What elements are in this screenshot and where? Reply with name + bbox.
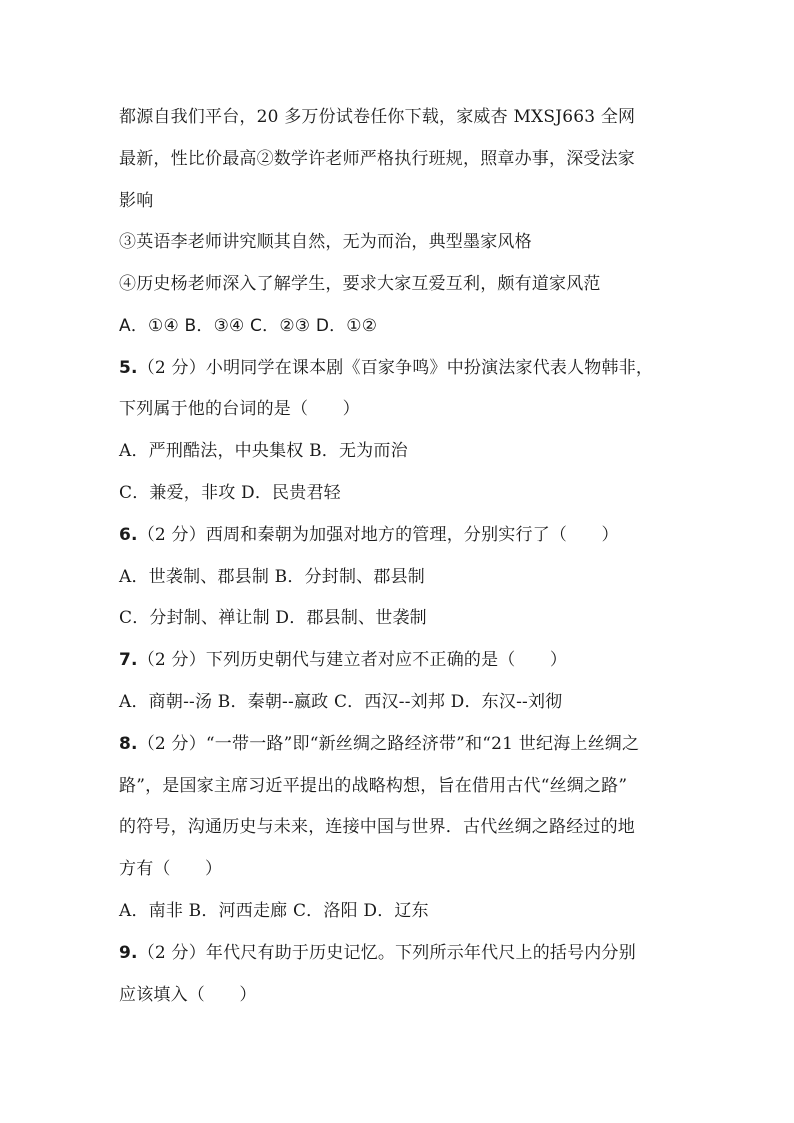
- question-text: （2 分）西周和秦朝为加强对地方的管理，分别实行了（ ）: [137, 525, 619, 545]
- question-8-line-3: 的符号，沟通历史与未来，连接中国与世界．古代丝绸之路经过的地: [119, 817, 635, 837]
- question-9-line-1: [119, 942, 636, 964]
- question-text: （2 分）“一带一路”即“新丝绸之路经济带”和“21 世纪海上丝绸之: [137, 734, 640, 754]
- question-5-option-c-d: C．兼爱，非攻 D．民贵君轻: [119, 483, 341, 503]
- question-8-line-2: 路”，是国家主席习近平提出的战略构想，旨在借用古代“丝绸之路”: [119, 776, 628, 796]
- question-5-line-2: 下列属于他的台词的是（ ）: [119, 399, 360, 419]
- text-line-4: ③英语李老师讲究顺其自然，无为而治，典型墨家风格: [119, 232, 532, 252]
- text-line-5: ④历史杨老师深入了解学生，要求大家互爱互利，颇有道家风范: [119, 274, 601, 294]
- text-line-1: 都源自我们平台，20 多万份试卷任你下载，家威杏 MXSJ663 全网: [119, 107, 636, 127]
- question-8-line-4: 方有（ ）: [119, 859, 223, 879]
- question-text: （2 分）下列历史朝代与建立者对应不正确的是（ ）: [137, 650, 568, 670]
- question-7-options: A．商朝--汤 B．秦朝--嬴政 C．西汉--刘邦 D．东汉--刘彻: [119, 692, 563, 712]
- question-6-line-1: [119, 524, 619, 546]
- question-5-option-a-b: A．严刑酷法，中央集权 B．无为而治: [119, 441, 408, 461]
- question-6-option-c-d: C．分封制、禅让制 D．郡县制、世袭制: [119, 608, 427, 628]
- question-8-options: A．南非 B．河西走廊 C．洛阳 D．辽东: [119, 901, 429, 921]
- question-number: 6.: [119, 525, 138, 545]
- text-line-2: 最新，性比价最高②数学许老师严格执行班规，照章办事，深受法家: [119, 149, 635, 169]
- question-text: （2 分）小明同学在课本剧《百家争鸣》中扮演法家代表人物韩非，: [137, 358, 654, 378]
- question-number: 9.: [119, 943, 138, 963]
- question-6-option-a-b: A．世袭制、郡县制 B．分封制、郡县制: [119, 567, 425, 587]
- question-7-line-1: [119, 649, 567, 671]
- question-number: 8.: [119, 734, 138, 754]
- question-8-line-1: [119, 733, 639, 755]
- question-number: 5.: [119, 358, 138, 378]
- question-9-line-2: 应该填入（ ）: [119, 985, 257, 1005]
- text-line-3: 影响: [119, 191, 154, 211]
- question-text: （2 分）年代尺有助于历史记忆。下列所示年代尺上的括号内分别: [137, 943, 636, 963]
- question-number: 7.: [119, 650, 138, 670]
- question-5-line-1: [119, 357, 653, 379]
- answer-options-q4: A．①④ B．③④ C．②③ D．①②: [119, 316, 378, 336]
